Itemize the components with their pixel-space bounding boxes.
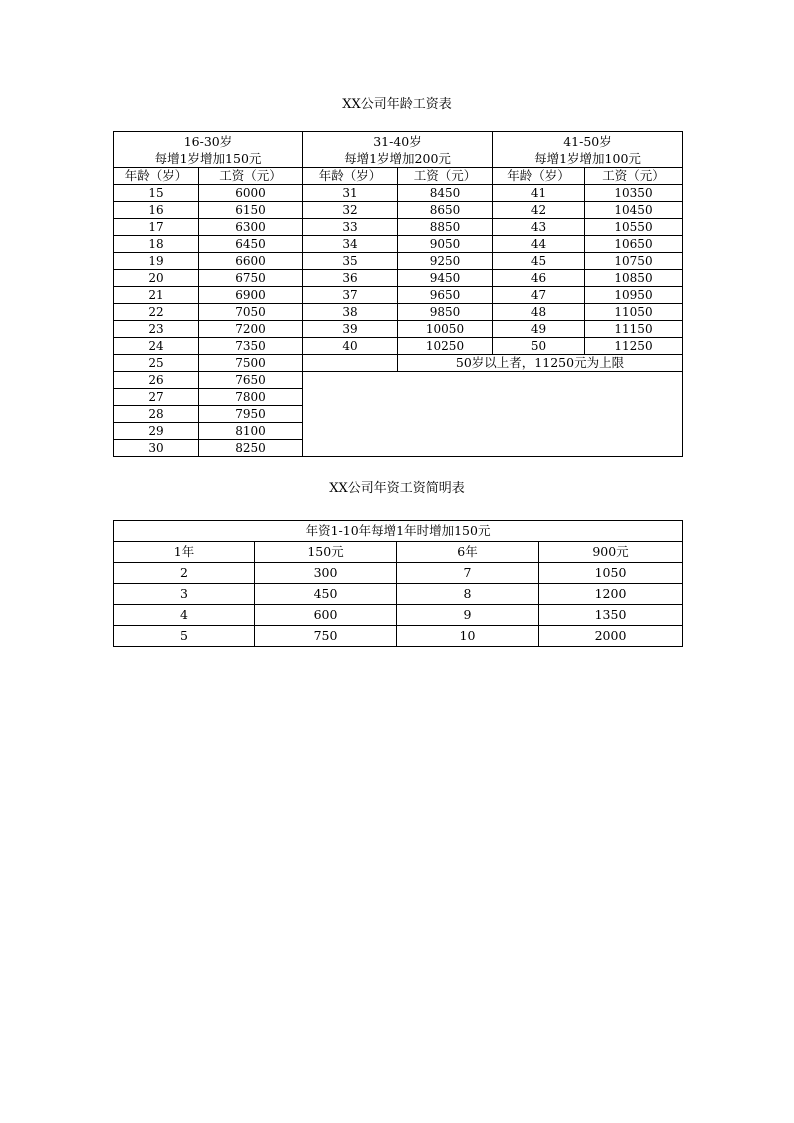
salary-cell: 11150 bbox=[585, 321, 683, 338]
age-salary-table-title: XX公司年龄工资表 bbox=[342, 97, 452, 112]
salary-cell: 6450 bbox=[199, 236, 303, 253]
years-cell: 10 bbox=[397, 626, 539, 647]
age-cell: 20 bbox=[114, 270, 199, 287]
age-cell: 19 bbox=[114, 253, 199, 270]
table-row bbox=[114, 626, 683, 647]
years-cell: 1年 bbox=[114, 542, 255, 563]
column-header-salary: 工资（元） bbox=[199, 168, 303, 185]
band-rule: 每增1岁增加200元 bbox=[344, 150, 451, 166]
age-cell: 39 bbox=[303, 321, 398, 338]
years-cell: 8 bbox=[397, 584, 539, 605]
age-cell: 24 bbox=[114, 338, 199, 355]
salary-cell: 6600 bbox=[199, 253, 303, 270]
table-row bbox=[114, 270, 683, 287]
salary-cell: 7350 bbox=[199, 338, 303, 355]
salary-cell: 9250 bbox=[398, 253, 493, 270]
amount-cell: 450 bbox=[255, 584, 397, 605]
years-cell: 9 bbox=[397, 605, 539, 626]
age-cell: 35 bbox=[303, 253, 398, 270]
seniority-header-row bbox=[114, 521, 683, 542]
age-cell: 33 bbox=[303, 219, 398, 236]
salary-cell: 10650 bbox=[585, 236, 683, 253]
band-range: 41-50岁 bbox=[563, 133, 612, 149]
table-row bbox=[114, 321, 683, 338]
years-cell: 3 bbox=[114, 584, 255, 605]
age-cell: 23 bbox=[114, 321, 199, 338]
salary-cell: 10550 bbox=[585, 219, 683, 236]
salary-cell: 7500 bbox=[199, 355, 303, 372]
table-row bbox=[114, 355, 683, 372]
salary-cell: 8450 bbox=[398, 185, 493, 202]
age-cell: 43 bbox=[493, 219, 585, 236]
years-cell: 6年 bbox=[397, 542, 539, 563]
salary-cell: 10250 bbox=[398, 338, 493, 355]
salary-cell: 6300 bbox=[199, 219, 303, 236]
age-cell: 22 bbox=[114, 304, 199, 321]
years-cell: 5 bbox=[114, 626, 255, 647]
age-salary-table bbox=[113, 131, 683, 457]
salary-cell: 6000 bbox=[199, 185, 303, 202]
column-header-row bbox=[114, 168, 683, 185]
salary-cell: 6900 bbox=[199, 287, 303, 304]
band-header-41-50 bbox=[493, 132, 683, 168]
table-row bbox=[114, 236, 683, 253]
age-cell: 34 bbox=[303, 236, 398, 253]
age-cell: 16 bbox=[114, 202, 199, 219]
salary-cell: 10850 bbox=[585, 270, 683, 287]
band-range: 16-30岁 bbox=[183, 133, 233, 149]
salary-cell: 10450 bbox=[585, 202, 683, 219]
salary-cell: 8850 bbox=[398, 219, 493, 236]
age-cell: 50 bbox=[493, 338, 585, 355]
amount-cell: 1050 bbox=[539, 563, 683, 584]
amount-cell: 1350 bbox=[539, 605, 683, 626]
table-row bbox=[114, 338, 683, 355]
salary-cell: 8650 bbox=[398, 202, 493, 219]
table-row bbox=[114, 287, 683, 304]
age-cell: 38 bbox=[303, 304, 398, 321]
seniority-salary-table bbox=[113, 520, 683, 647]
band-range: 31-40岁 bbox=[373, 133, 422, 149]
table-row bbox=[114, 542, 683, 563]
band-rule: 每增1岁增加100元 bbox=[534, 150, 641, 166]
years-cell: 2 bbox=[114, 563, 255, 584]
table-row bbox=[114, 605, 683, 626]
salary-cell: 6150 bbox=[199, 202, 303, 219]
salary-cell: 10350 bbox=[585, 185, 683, 202]
age-cell: 25 bbox=[114, 355, 199, 372]
table-row bbox=[114, 584, 683, 605]
seniority-salary-table-title: XX公司年资工资简明表 bbox=[329, 481, 465, 496]
age-cell: 42 bbox=[493, 202, 585, 219]
salary-cell: 9050 bbox=[398, 236, 493, 253]
salary-cell: 7050 bbox=[199, 304, 303, 321]
years-cell: 7 bbox=[397, 563, 539, 584]
age-cell: 47 bbox=[493, 287, 585, 304]
empty-cell bbox=[303, 355, 398, 372]
salary-cell: 7650 bbox=[199, 372, 303, 389]
column-header-age: 年龄（岁） bbox=[303, 168, 398, 185]
age-cell: 29 bbox=[114, 423, 199, 440]
age-cell: 15 bbox=[114, 185, 199, 202]
amount-cell: 600 bbox=[255, 605, 397, 626]
table-row bbox=[114, 253, 683, 270]
amount-cell: 150元 bbox=[255, 542, 397, 563]
salary-cell: 9850 bbox=[398, 304, 493, 321]
age-cell: 44 bbox=[493, 236, 585, 253]
age-cell: 30 bbox=[114, 440, 199, 457]
table-row bbox=[114, 202, 683, 219]
age-cell: 18 bbox=[114, 236, 199, 253]
salary-cell: 10050 bbox=[398, 321, 493, 338]
table-row bbox=[114, 372, 683, 389]
age-cell: 21 bbox=[114, 287, 199, 304]
age-cell: 49 bbox=[493, 321, 585, 338]
age-cell: 26 bbox=[114, 372, 199, 389]
years-cell: 4 bbox=[114, 605, 255, 626]
salary-cell: 6750 bbox=[199, 270, 303, 287]
blank-area bbox=[303, 372, 683, 457]
amount-cell: 900元 bbox=[539, 542, 683, 563]
salary-cell: 7950 bbox=[199, 406, 303, 423]
age-cell: 41 bbox=[493, 185, 585, 202]
amount-cell: 300 bbox=[255, 563, 397, 584]
age-cell: 40 bbox=[303, 338, 398, 355]
column-header-age: 年龄（岁） bbox=[493, 168, 585, 185]
table-row bbox=[114, 304, 683, 321]
amount-cell: 2000 bbox=[539, 626, 683, 647]
salary-cell: 10950 bbox=[585, 287, 683, 304]
salary-cell: 9650 bbox=[398, 287, 493, 304]
age-cell: 36 bbox=[303, 270, 398, 287]
age-cell: 31 bbox=[303, 185, 398, 202]
salary-cell: 8250 bbox=[199, 440, 303, 457]
band-header-row bbox=[114, 132, 683, 168]
age-cell: 27 bbox=[114, 389, 199, 406]
salary-cap-note: 50岁以上者，11250元为上限 bbox=[398, 355, 683, 372]
salary-cell: 9450 bbox=[398, 270, 493, 287]
salary-cell: 7800 bbox=[199, 389, 303, 406]
amount-cell: 1200 bbox=[539, 584, 683, 605]
salary-cell: 11050 bbox=[585, 304, 683, 321]
band-header-16-30 bbox=[114, 132, 303, 168]
age-cell: 17 bbox=[114, 219, 199, 236]
seniority-header: 年资1-10年每增1年时增加150元 bbox=[114, 521, 683, 542]
salary-cell: 10750 bbox=[585, 253, 683, 270]
salary-cell: 11250 bbox=[585, 338, 683, 355]
salary-cell: 8100 bbox=[199, 423, 303, 440]
salary-cell: 7200 bbox=[199, 321, 303, 338]
age-cell: 48 bbox=[493, 304, 585, 321]
column-header-age: 年龄（岁） bbox=[114, 168, 199, 185]
amount-cell: 750 bbox=[255, 626, 397, 647]
age-cell: 28 bbox=[114, 406, 199, 423]
column-header-salary: 工资（元） bbox=[398, 168, 493, 185]
column-header-salary: 工资（元） bbox=[585, 168, 683, 185]
age-cell: 46 bbox=[493, 270, 585, 287]
band-rule: 每增1岁增加150元 bbox=[154, 150, 262, 166]
age-cell: 32 bbox=[303, 202, 398, 219]
age-cell: 45 bbox=[493, 253, 585, 270]
table-row bbox=[114, 563, 683, 584]
age-cell: 37 bbox=[303, 287, 398, 304]
band-header-31-40 bbox=[303, 132, 493, 168]
table-row bbox=[114, 185, 683, 202]
table-row bbox=[114, 219, 683, 236]
